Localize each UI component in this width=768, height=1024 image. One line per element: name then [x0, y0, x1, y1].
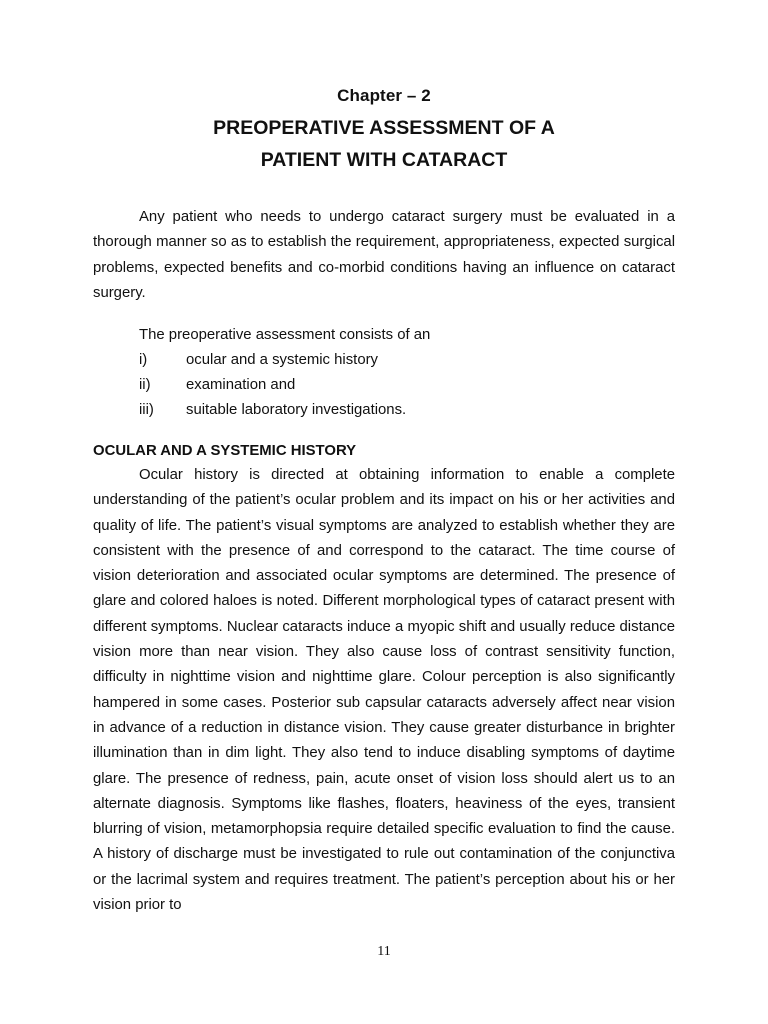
chapter-title-line-2: PATIENT WITH CATARACT [260, 149, 508, 171]
list-item-text: examination and [186, 377, 296, 393]
list-item [139, 348, 406, 373]
section-paragraph: Ocular history is directed at obtaining information to enable a complete understanding of the patient’s ocular problem and its impact on his or her activities and quality of life. The patient’s visual symptoms are analyzed to establish whether they are consistent with the presence of and correspond to the cataract. The time course of vision deterioration and associated ocular symptoms are determined. The presence of glare and colored haloes is noted. Different morphological types of cataract present with different symptoms. Nuclear cataracts induce a myopic shift and usually reduce distance vision more than near vision. They also cause loss of contrast sensitivity function, difficulty in nighttime vision and nighttime glare. Colour perception is also significantly hampered in some cases. Posterior sub capsular cataracts adversely affect near vision in advance of a reduction in distance vision. They cause greater disturbance in brighter illumination than in dim light. They also tend to induce disabling symptoms of daytime glare. The presence of redness, pain, acute onset of vision loss should alert us to an alternate diagnosis. Symptoms like flashes, floaters, heaviness of the eyes, transient blurring of vision, metamorphopsia require detailed specific evaluation to find the cause. A history of discharge must be investigated to rule out contamination of the conjunctiva or the lacrimal system and requires treatment. The patient’s perception about his or her vision prior to [93, 467, 675, 914]
list-item-number: iii) [139, 402, 154, 418]
list-item [139, 373, 406, 398]
list-item [139, 398, 406, 423]
chapter-label: Chapter – 2 [337, 86, 431, 105]
assessment-list [139, 348, 406, 423]
intro-paragraph: Any patient who needs to undergo cataract surgery must be evaluated in a thorough manner so as to establish the requirement, appropriateness, expected surgical problems, expected benefits and co-morbid conditions having an influence on cataract surgery. [93, 209, 675, 301]
chapter-title-line-1: PREOPERATIVE ASSESSMENT OF A [213, 117, 555, 139]
assessment-intro: The preoperative assessment consists of an [139, 327, 431, 343]
page-number: 11 [377, 944, 391, 959]
list-item-number: i) [139, 352, 148, 368]
list-item-text: ocular and a systemic history [186, 352, 379, 368]
list-item-text: suitable laboratory investigations. [186, 402, 407, 418]
list-item-number: ii) [139, 377, 151, 393]
section-heading: OCULAR AND A SYSTEMIC HISTORY [93, 443, 357, 459]
